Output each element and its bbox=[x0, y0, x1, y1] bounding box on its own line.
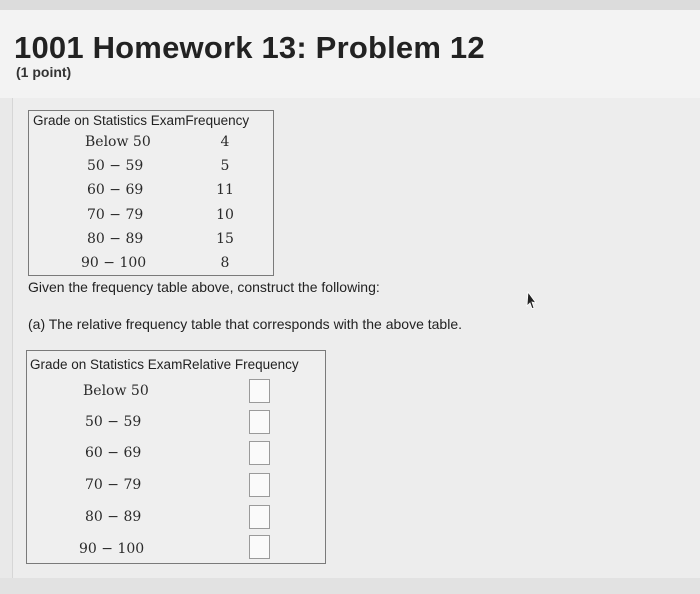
grade-column-header: Grade on Statistics Exam bbox=[33, 113, 186, 128]
relative-frequency-input[interactable] bbox=[249, 410, 270, 434]
relative-frequency-input[interactable] bbox=[249, 441, 270, 465]
frequency-column-header: Frequency bbox=[185, 113, 250, 128]
relative-frequency-input[interactable] bbox=[249, 505, 270, 529]
table-row-value: 5 bbox=[220, 158, 230, 174]
relative-frequency-column-header: Relative Frequency bbox=[182, 357, 299, 372]
table-row-value: 15 bbox=[216, 231, 234, 247]
table-row-label: 80 − 89 bbox=[85, 509, 142, 525]
table-row-label: 90 − 100 bbox=[79, 541, 145, 557]
relative-frequency-input[interactable] bbox=[249, 379, 270, 403]
question-a-text: (a) The relative frequency table that corresponds with the above table. bbox=[28, 316, 462, 332]
table-row-label: 50 − 59 bbox=[87, 158, 144, 174]
table-row-label: 50 − 59 bbox=[85, 414, 142, 430]
grade-column-header: Grade on Statistics Exam bbox=[30, 357, 183, 372]
page-title: 1001 Homework 13: Problem 12 bbox=[14, 30, 485, 65]
relative-frequency-table bbox=[26, 350, 326, 564]
table-row-value: 10 bbox=[216, 207, 234, 223]
table-row-value: 4 bbox=[220, 134, 230, 150]
table-row-label: 70 − 79 bbox=[85, 477, 142, 493]
table-row-label: 60 − 69 bbox=[85, 445, 142, 461]
table-row-value: 8 bbox=[220, 255, 230, 271]
bottom-edge bbox=[0, 578, 700, 594]
frequency-table-header bbox=[33, 113, 249, 128]
points-label: (1 point) bbox=[16, 64, 72, 80]
mouse-pointer-icon bbox=[524, 291, 538, 309]
table-row-label: 60 − 69 bbox=[87, 182, 144, 198]
frequency-table bbox=[28, 110, 274, 276]
table-row-label: Below 50 bbox=[85, 134, 151, 150]
table-row-value: 11 bbox=[216, 182, 234, 198]
problem-header bbox=[0, 10, 700, 98]
table-row-label: 70 − 79 bbox=[87, 207, 144, 223]
table-row-label: 90 − 100 bbox=[81, 255, 147, 271]
table-row-label: Below 50 bbox=[83, 383, 149, 399]
relative-frequency-input[interactable] bbox=[249, 473, 270, 497]
relative-table-header bbox=[30, 357, 299, 372]
relative-frequency-input[interactable] bbox=[249, 535, 270, 559]
table-row-label: 80 − 89 bbox=[87, 231, 144, 247]
instruction-text: Given the frequency table above, construct the following: bbox=[28, 279, 380, 295]
